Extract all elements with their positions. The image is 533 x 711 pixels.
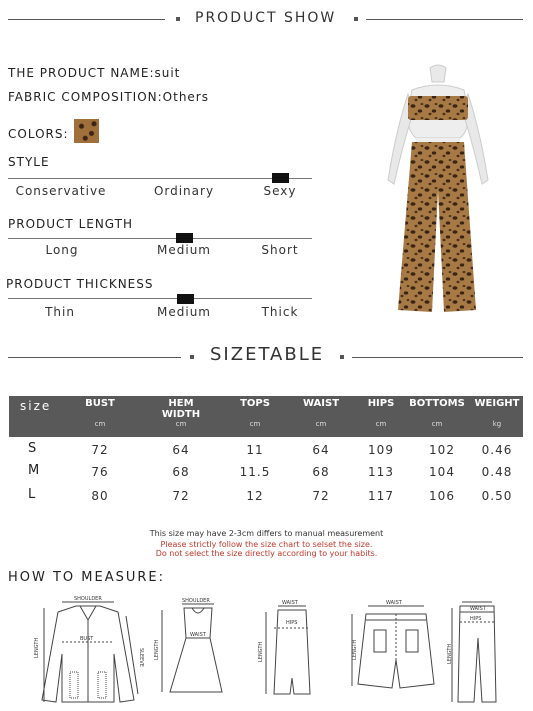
table-cell: 72 bbox=[312, 489, 330, 503]
thickness-option-medium: Medium bbox=[157, 305, 211, 319]
header-dot-left bbox=[176, 17, 180, 21]
thickness-selected-marker bbox=[177, 294, 194, 304]
style-option-ordinary: Ordinary bbox=[153, 184, 215, 198]
unit-weight: kg bbox=[492, 420, 502, 428]
table-cell: 64 bbox=[312, 443, 330, 457]
table-cell: 109 bbox=[368, 443, 394, 457]
unit-waist: cm bbox=[315, 420, 327, 428]
table-cell: 68 bbox=[172, 465, 190, 479]
table-cell: 12 bbox=[246, 489, 264, 503]
table-cell: 80 bbox=[91, 489, 109, 503]
label-bust: BUST bbox=[80, 636, 94, 642]
pants-diagram-icon bbox=[448, 598, 508, 706]
jacket-diagram-icon bbox=[30, 594, 150, 708]
label-waist: WAIST bbox=[282, 600, 298, 606]
sizetable-dot-right bbox=[340, 355, 344, 359]
table-cell: 64 bbox=[172, 443, 190, 457]
col-tops: TOPS bbox=[240, 398, 270, 409]
col-weight: WEIGHT bbox=[474, 398, 520, 409]
label-length: LENGTH bbox=[447, 643, 453, 664]
colors-label: COLORS: bbox=[8, 127, 69, 141]
table-cell: 76 bbox=[91, 465, 109, 479]
style-scale-line bbox=[8, 178, 312, 179]
table-cell: 72 bbox=[91, 443, 109, 457]
style-selected-marker bbox=[272, 173, 289, 183]
unit-hips: cm bbox=[375, 420, 387, 428]
table-cell: 11.5 bbox=[239, 465, 271, 479]
sizetable-dot-left bbox=[190, 355, 194, 359]
thickness-title: PRODUCT THICKNESS bbox=[6, 277, 154, 291]
label-shoulder: SHOULDER bbox=[74, 596, 102, 602]
table-cell: 117 bbox=[368, 489, 394, 503]
table-cell: 0.50 bbox=[481, 489, 513, 503]
table-cell: 0.46 bbox=[481, 443, 513, 457]
col-waist: WAIST bbox=[302, 398, 340, 409]
row-size-l: L bbox=[28, 487, 36, 502]
table-cell: 113 bbox=[368, 465, 394, 479]
note-measurement: This size may have 2-3cm differs to manual measurement bbox=[149, 529, 384, 538]
size-column-header: size bbox=[20, 399, 52, 413]
header-line-right bbox=[366, 19, 523, 20]
label-hips: HIPS bbox=[286, 620, 298, 626]
table-cell: 0.48 bbox=[481, 465, 513, 479]
length-option-long: Long bbox=[45, 243, 79, 257]
label-length: LENGTH bbox=[34, 637, 40, 658]
label-shoulder: SHOULDER bbox=[182, 598, 210, 604]
unit-hem-width: cm bbox=[175, 420, 187, 428]
header-dot-right bbox=[354, 17, 358, 21]
leopard-color-swatch bbox=[74, 119, 99, 143]
table-cell: 11 bbox=[246, 443, 264, 457]
col-bottoms: BOTTOMS bbox=[409, 398, 465, 409]
label-sleeve: SLEEVE bbox=[138, 648, 144, 667]
unit-bust: cm bbox=[94, 420, 106, 428]
length-title: PRODUCT LENGTH bbox=[8, 217, 134, 231]
product-name: THE PRODUCT NAME:suit bbox=[8, 66, 181, 80]
fabric-composition: FABRIC COMPOSITION:Others bbox=[8, 90, 209, 104]
label-waist: WAIST bbox=[386, 600, 402, 606]
thickness-scale-line bbox=[8, 298, 312, 299]
sizetable-line-right bbox=[352, 357, 523, 358]
col-hem-width: HEM WIDTH bbox=[161, 398, 201, 420]
length-option-medium: Medium bbox=[157, 243, 211, 257]
length-option-short: Short bbox=[261, 243, 299, 257]
style-title: STYLE bbox=[8, 155, 50, 169]
unit-tops: cm bbox=[249, 420, 261, 428]
table-cell: 104 bbox=[429, 465, 455, 479]
label-length: LENGTH bbox=[154, 639, 160, 660]
shorts-diagram-icon bbox=[348, 600, 444, 694]
thickness-option-thick: Thick bbox=[261, 305, 299, 319]
label-hips: HIPS bbox=[470, 616, 482, 622]
label-length: LENGTH bbox=[352, 639, 358, 660]
dress-diagram-icon bbox=[152, 596, 242, 700]
thickness-option-thin: Thin bbox=[45, 305, 75, 319]
length-scale-line bbox=[8, 238, 312, 239]
unit-bottoms: cm bbox=[431, 420, 443, 428]
style-option-conservative: Conservative bbox=[15, 184, 107, 198]
product-photo bbox=[368, 60, 508, 320]
style-option-sexy: Sexy bbox=[263, 184, 297, 198]
row-size-s: S bbox=[28, 441, 37, 456]
col-bust: BUST bbox=[85, 398, 115, 409]
col-hips: HIPS bbox=[367, 398, 395, 409]
note-habits: Do not select the size directly according to your habits. bbox=[155, 549, 378, 558]
table-cell: 72 bbox=[172, 489, 190, 503]
page-title: PRODUCT SHOW bbox=[195, 10, 337, 26]
label-length: LENGTH bbox=[258, 641, 264, 662]
table-cell: 102 bbox=[429, 443, 455, 457]
how-to-measure-title: HOW TO MEASURE: bbox=[8, 570, 166, 585]
skirt-diagram-icon bbox=[258, 598, 328, 702]
row-size-m: M bbox=[28, 463, 40, 478]
label-waist: WAIST bbox=[190, 632, 206, 638]
length-selected-marker bbox=[176, 233, 193, 243]
note-follow-chart: Please strictly follow the size chart to selset the size. bbox=[160, 540, 373, 549]
table-cell: 106 bbox=[429, 489, 455, 503]
sizetable-line-left bbox=[8, 357, 181, 358]
header-line-left bbox=[8, 19, 165, 20]
sizetable-title: SIZETABLE bbox=[210, 344, 325, 365]
label-waist: WAIST bbox=[470, 606, 486, 612]
table-cell: 68 bbox=[312, 465, 330, 479]
